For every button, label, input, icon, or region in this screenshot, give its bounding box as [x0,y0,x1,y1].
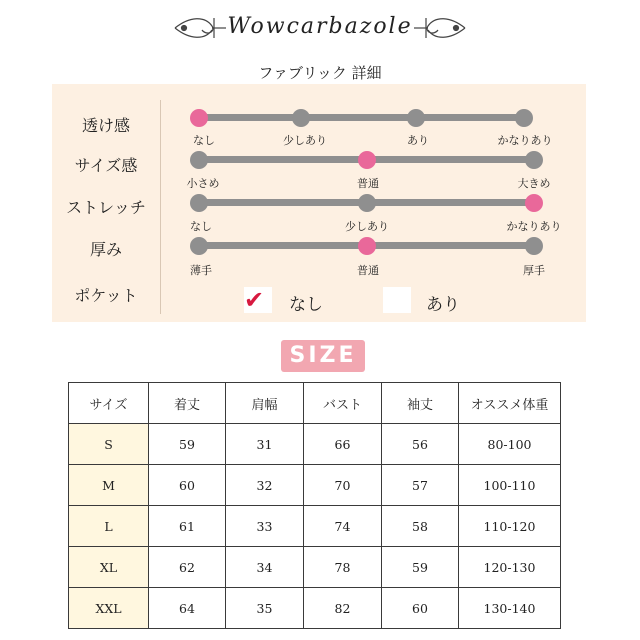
tick-label: かなりあり [506,220,562,233]
tick-label: なし [193,134,215,147]
fabric-details-title: ファブリック 詳細 [258,64,382,82]
table-row [69,588,561,629]
tick-label: 少しあり [283,134,327,147]
header-sleeve: 袖丈 [382,383,459,424]
pocket-yes-label: あり [426,295,460,315]
table-cell: 57 [382,465,459,506]
table-cell: 82 [304,588,382,629]
header-shoulder: 肩幅 [226,383,304,424]
header-recommended-weight: オススメ体重 [459,383,561,424]
tick-label: 小さめ [186,177,220,190]
tick-label: あり [407,134,429,147]
table-cell: 130-140 [459,588,561,629]
table-cell: 64 [149,588,226,629]
table-cell: 62 [149,547,226,588]
row-label-size-feel: サイズ感 [74,156,138,175]
table-cell: XL [69,547,149,588]
tick-label: 普通 [357,264,379,277]
table-cell: 78 [304,547,382,588]
thickness-dot-thick[interactable] [525,237,543,255]
table-cell: 70 [304,465,382,506]
size-feel-dot-large[interactable] [525,151,543,169]
row-label-pocket: ポケット [74,286,138,305]
table-cell: 120-130 [459,547,561,588]
transparency-dot-very[interactable] [515,109,533,127]
tick-label: 少しあり [345,220,389,233]
header-bust: バスト [304,383,382,424]
table-cell: 61 [149,506,226,547]
table-cell: 33 [226,506,304,547]
size-feel-dot-normal[interactable] [358,151,376,169]
header-size: サイズ [69,383,149,424]
tick-label: 厚手 [523,264,545,277]
pocket-yes-checkbox[interactable] [383,287,411,313]
table-cell: 59 [149,424,226,465]
table-row [69,424,561,465]
table-cell: 58 [382,506,459,547]
table-cell: 32 [226,465,304,506]
pocket-no-label: なし [289,295,323,315]
transparency-dot-yes[interactable] [407,109,425,127]
table-cell: S [69,424,149,465]
tick-label: 大きめ [517,177,551,190]
table-cell: 100-110 [459,465,561,506]
transparency-dot-slight[interactable] [292,109,310,127]
table-row [69,506,561,547]
table-cell: 34 [226,547,304,588]
row-label-stretch: ストレッチ [66,198,146,217]
table-cell: 35 [226,588,304,629]
checkmark-icon: ✔ [244,286,265,314]
panel-divider [160,100,161,314]
tick-label: かなりあり [497,134,553,147]
table-row [69,465,561,506]
row-label-transparency: 透け感 [81,116,130,135]
tick-label: なし [190,220,212,233]
size-table [68,382,561,629]
table-cell: 60 [149,465,226,506]
stretch-dot-slight[interactable] [358,194,376,212]
table-header-row [69,383,561,424]
tick-label: 普通 [357,177,379,190]
table-cell: M [69,465,149,506]
table-cell: L [69,506,149,547]
row-label-thickness: 厚み [89,240,122,259]
table-cell: XXL [69,588,149,629]
header-length: 着丈 [149,383,226,424]
stretch-dot-none[interactable] [190,194,208,212]
tick-label: 薄手 [190,264,212,277]
table-cell: 74 [304,506,382,547]
table-cell: 56 [382,424,459,465]
thickness-dot-normal[interactable] [358,237,376,255]
stretch-dot-very[interactable] [525,194,543,212]
table-cell: 60 [382,588,459,629]
transparency-dot-none[interactable] [190,109,208,127]
transparency-track [199,114,524,121]
size-feel-dot-small[interactable] [190,151,208,169]
thickness-dot-thin[interactable] [190,237,208,255]
size-badge: SIZE [281,340,365,372]
table-cell: 59 [382,547,459,588]
brand-name: Wowcarbazole [227,14,413,39]
table-row [69,547,561,588]
pocket-no-checkbox[interactable] [244,287,272,313]
table-cell: 110-120 [459,506,561,547]
table-cell: 80-100 [459,424,561,465]
table-cell: 66 [304,424,382,465]
table-cell: 31 [226,424,304,465]
